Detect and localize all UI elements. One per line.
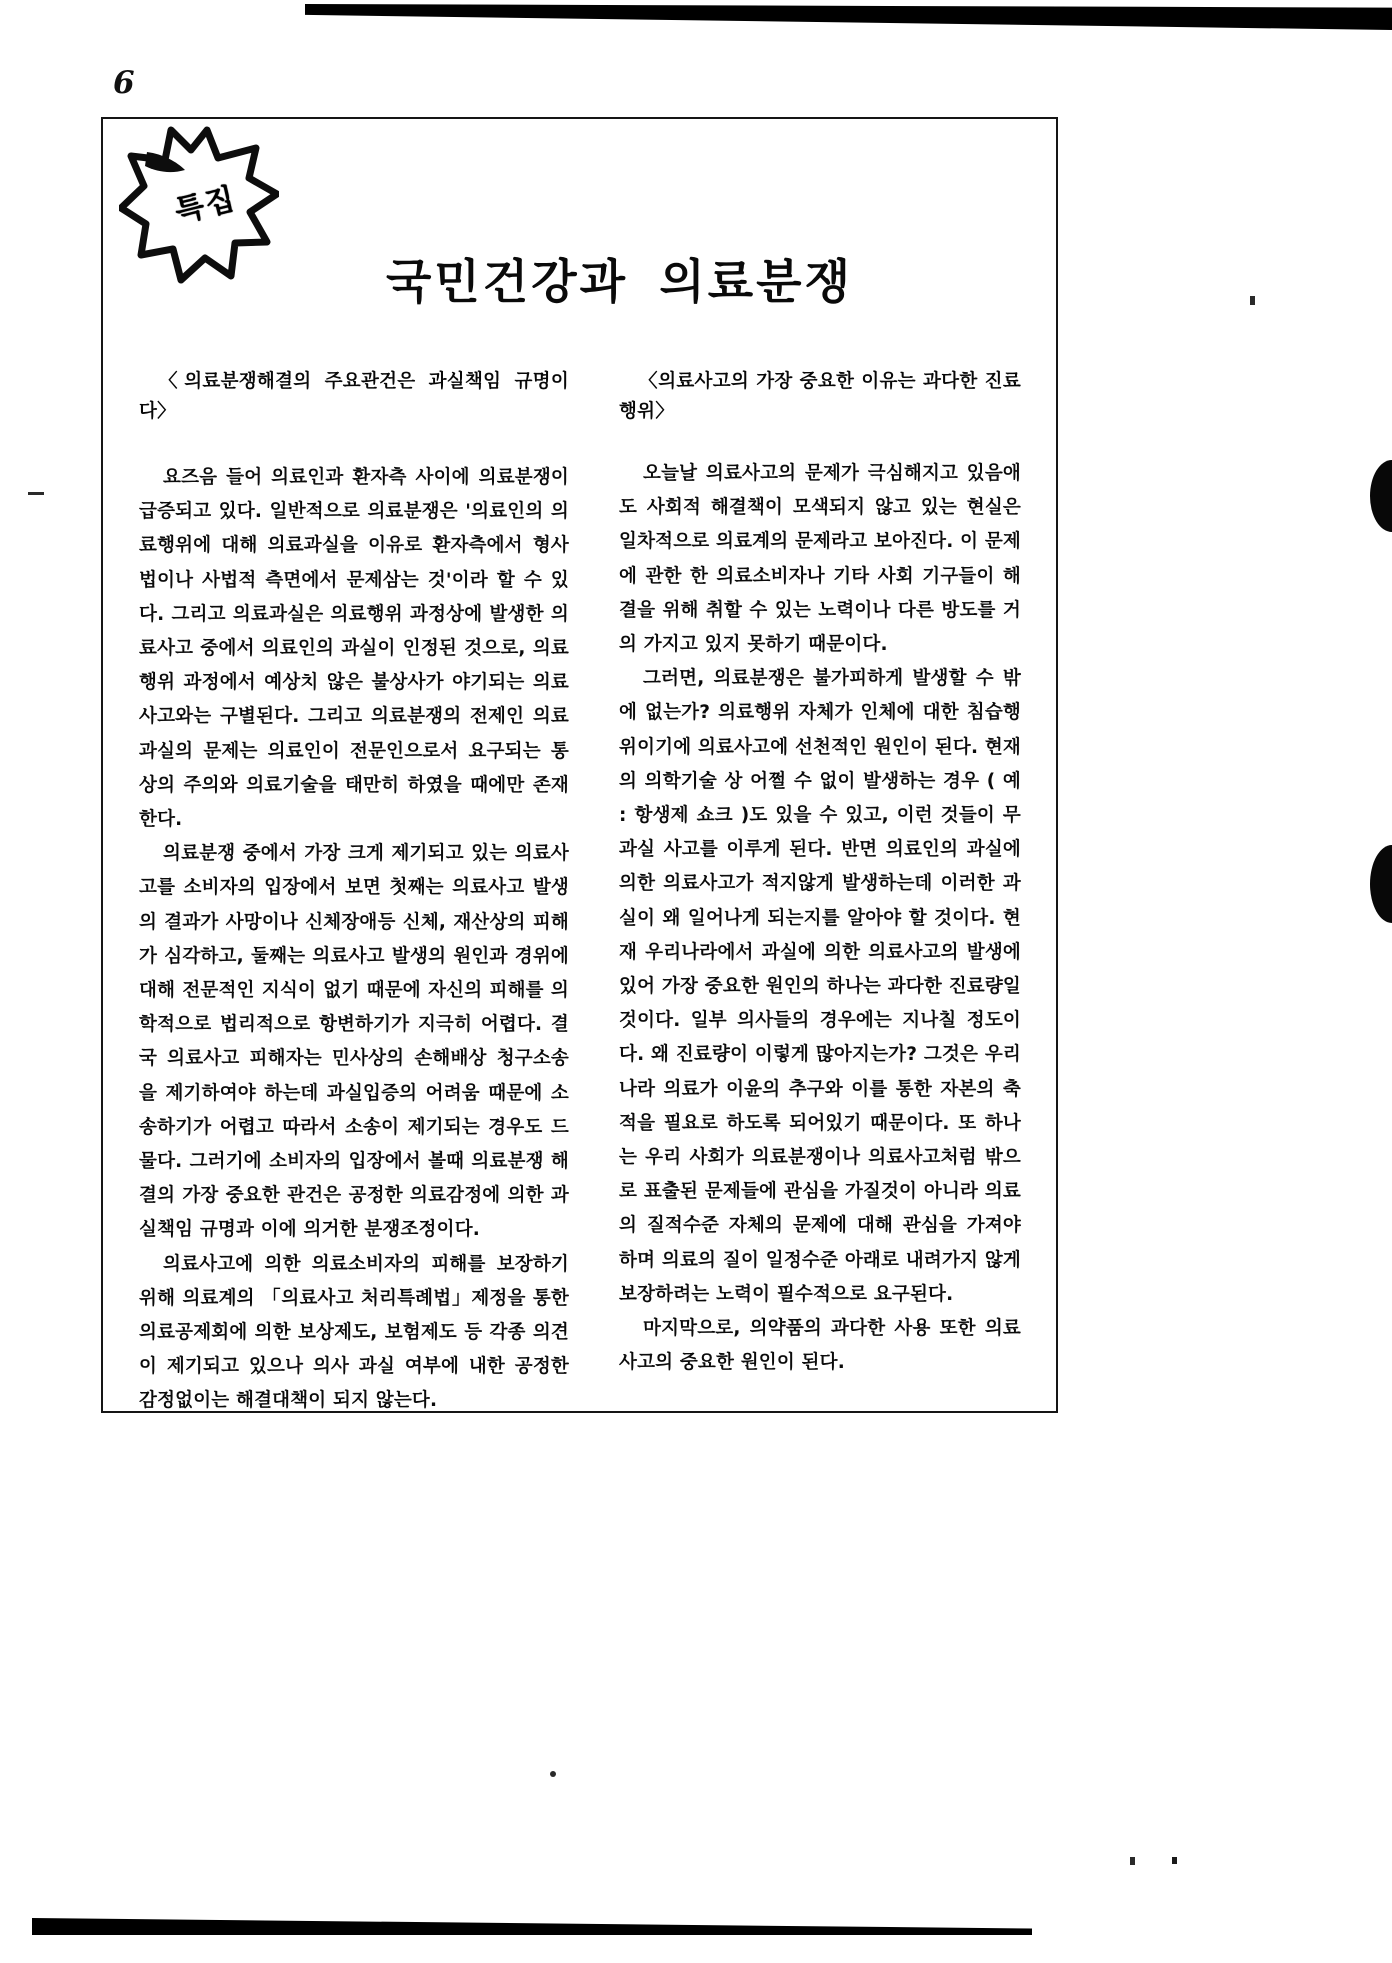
left-paragraph-3: 의료사고에 의한 의료소비자의 피해를 보장하기 위해 의료계의 「의료사고 처리특례법」제정을 통한 의료공제회에 의한 보상제도, 보험제도 등 각종 의견이 제기되고 있으나 의사 과실 여부에 내한 공정한 감정없이는 해결대책이 되지 않는다. bbox=[139, 1253, 569, 1412]
article-title: 국민건강과 의료분쟁 bbox=[386, 255, 853, 311]
left-paragraph-2: 의료분쟁 중에서 가장 크게 제기되고 있는 의료사고를 소비자의 입장에서 보면 첫째는 의료사고 발생의 결과가 사망이나 신체장애등 신체, 재산상의 피해가 심각하고, 둘째는 의료사고 발생의 원인과 경위에 대해 전문적인 지식이 없기 때문에 자신의 피해를 의학적으로 법리적으로 항변하기가 지극히 어렵다. 결국 의료사고 피해자는 민사상의 손해배상 청구소송을 제기하여야 하는데 과실입증의 어려움 때문에 소송하기가 어렵고 따라서 소송이 제기되는 경우도 드물다. 그러기에 소비자의 입장에서 볼때 의료분쟁 해결의 가장 중요한 관건은 공정한 의료감정에 의한 과실책임 규명과 이에 의거한 분쟁조정이다. bbox=[139, 843, 569, 1241]
binding-hole-artifact-lower bbox=[1370, 845, 1392, 923]
left-section-heading: 〈의료분쟁해결의 주요관건은 과실책임 규명이다〉 bbox=[139, 371, 569, 422]
right-paragraph-1: 오늘날 의료사고의 문제가 극심해지고 있음애도 사회적 해결책이 모색되지 않고 있는 현실은 일차적으로 의료계의 문제라고 보아진다. 이 문제에 관한 한 의료소비자나 기타 사회 기구들이 해결을 위해 취할 수 있는 노력이나 다른 방도를 거의 가지고 있지 못하기 때문이다. bbox=[619, 463, 1021, 656]
scan-artifact-speck-right bbox=[1250, 296, 1255, 305]
column-left bbox=[139, 367, 581, 1412]
scan-artifact-bottom-bar bbox=[32, 1918, 1032, 1935]
scan-artifact-speck-bottom bbox=[1130, 1857, 1135, 1865]
right-paragraph-3: 마지막으로, 의약품의 과다한 사용 또한 의료사고의 중요한 원인이 된다. bbox=[619, 1318, 1021, 1374]
page-content-frame bbox=[101, 117, 1058, 1413]
left-paragraph-1: 요즈음 들어 의료인과 환자측 사이에 의료분쟁이 급증되고 있다. 일반적으로 의료분쟁은 '의료인의 의료행위에 대해 의료과실을 이유로 환자측에서 형사법이나 사법적 측면에서 문제삼는 것'이라 할 수 있다. 그리고 의료과실은 의료행위 과정상에 발생한 의료사고 중에서 의료인의 과실이 인정된 것으로, 의료행위 과정에서 예상치 않은 불상사가 야기되는 의료사고와는 구별된다. 그리고 의료분쟁의 전제인 의료과실의 문제는 의료인이 전문인으로서 요구되는 통상의 주의와 의료기술을 태만히 하였을 때에만 존재한다. bbox=[139, 467, 569, 831]
scan-artifact-top-bar bbox=[305, 4, 1392, 30]
scan-artifact-speck-center bbox=[550, 1771, 556, 1777]
scan-artifact-speck-left bbox=[28, 492, 44, 495]
star-badge-label: 특집 bbox=[171, 181, 240, 230]
column-right bbox=[581, 367, 1021, 1397]
article-columns bbox=[103, 367, 1056, 1412]
right-section-heading: 〈의료사고의 가장 중요한 이유는 과다한 진료행위〉 bbox=[619, 371, 1021, 422]
binding-hole-artifact-upper bbox=[1370, 460, 1392, 532]
right-paragraph-2: 그러면, 의료분쟁은 불가피하게 발생할 수 밖에 없는가? 의료행위 자체가 인체에 대한 침습행위이기에 의료사고에 선천적인 원인이 된다. 현재의 의학기술 상 어쩔 수 없이 발생하는 경우 ( 예 : 항생제 쇼크 )도 있을 수 있고, 이런 것들이 무과실 사고를 이루게 된다. 반면 의료인의 과실에 의한 의료사고가 적지않게 발생하는데 이러한 과실이 왜 일어나게 되는지를 알아야 할 것이다. 현재 우리나라에서 과실에 의한 의료사고의 발생에 있어 가장 중요한 원인의 하나는 과다한 진료량일 것이다. 일부 의사들의 경우에는 지나칠 정도이다. 왜 진료량이 이렇게 많아지는가? 그것은 우리나라 의료가 이윤의 추구와 이를 통한 자본의 축적을 필요로 하도록 되어있기 때문이다. 또 하나는 우리 사회가 의료분쟁이나 의료사고처럼 밖으로 표출된 문제들에 관심을 가질것이 아니라 의료의 질적수준 자체의 문제에 대해 관심을 가져야 하며 의료의 질이 일정수준 아래로 내려가지 않게 보장하려는 노력이 필수적으로 요구된다. bbox=[619, 668, 1021, 1305]
scan-artifact-speck bbox=[1172, 1857, 1177, 1864]
page-number: 6 bbox=[113, 65, 135, 101]
